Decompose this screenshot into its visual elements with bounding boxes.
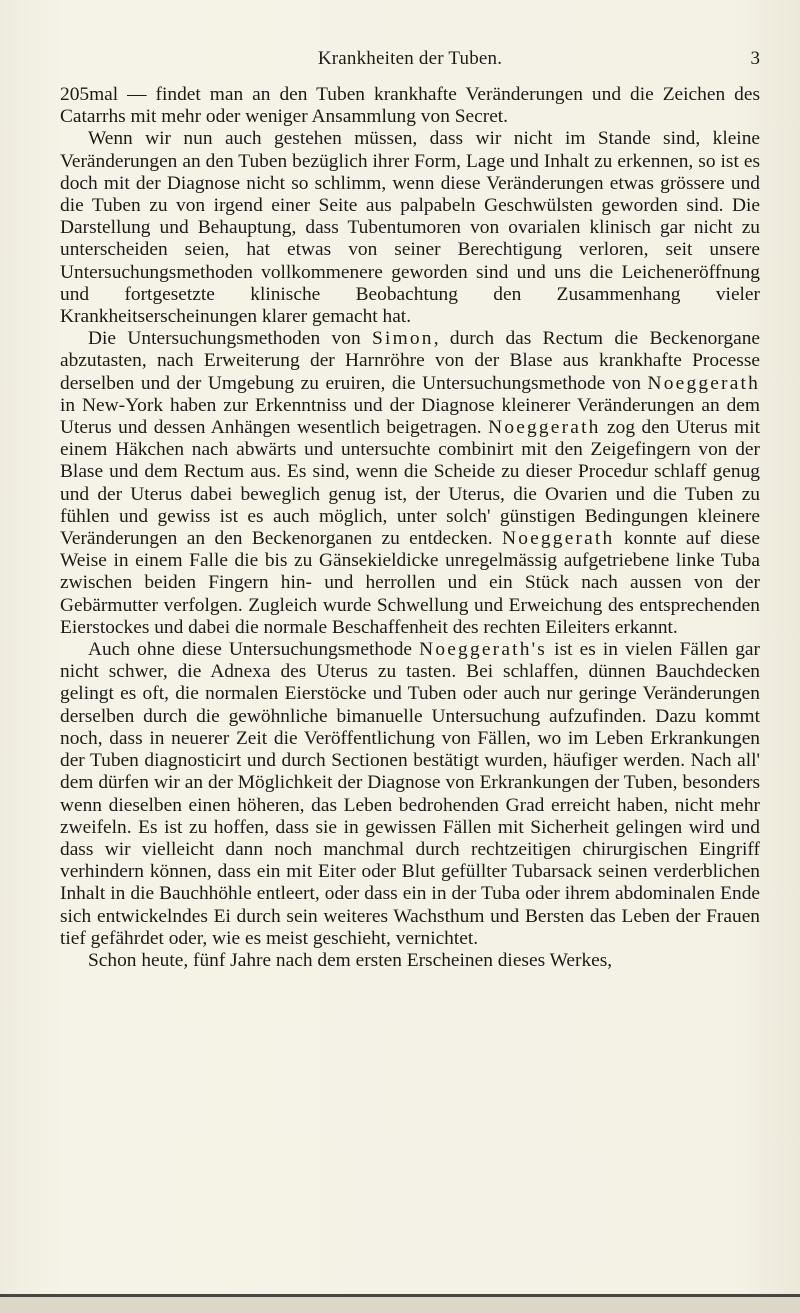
paragraph-1: 205mal — findet man an den Tuben krankhafte Veränderungen und die Zeichen des Catarrhs mit mehr oder weniger Ansammlung von Secret. [60,84,760,128]
author-name-noeggerath: Noeggerath [488,417,601,439]
paragraph-4-text-a: Auch ohne diese Untersuchungsmethode [88,639,420,661]
paragraph-2: Wenn wir nun auch gestehen müssen, dass wir nicht im Stande sind, kleine Veränderungen an den Tuben bezüglich ihrer Form, Lage und Inhalt zu erkennen, so ist es doch mit der Diagnose nicht so schlimm, wenn diese Veränderungen etwas grössere und die Tuben zu von irgend einer Seite aus palpabeln Geschwülsten geworden sind. Die Darstellung und Behauptung, dass Tubentumoren von ovarialen klinisch gar nicht zu unterscheiden seien, hat etwas von seiner Berechtigung verloren, seit unsere Untersuchungsmethoden vollkommenere geworden sind und uns die Leicheneröffnung und fortgesetzte klinische Beobachtung den Zusammenhang vieler Krankheitserscheinungen klarer gemacht hat. [60,128,760,328]
paragraph-3 [60,328,760,639]
running-head [60,48,760,78]
author-name-noeggerath: Noeggerath [502,528,615,550]
paragraph-4-text-b: ist es in vielen Fällen gar nicht schwer, die Adnexa des Uterus zu tasten. Bei schlaffen, dünnen Bauchdecken gelingt es oft, die normalen Eierstöcke und Tuben oder auch nur geringe Veränderungen derselben durch die gewöhnliche bimanuelle Untersuchung aufzufinden. Dazu kommt noch, dass in neuerer Zeit die Veröffentlichung von Fällen, wo im Leben Erkrankungen der Tuben diagnosticirt und durch Sectionen bestätigt wurden, häufiger werden. Nach all' dem dürfen wir an der Möglichkeit der Diagnose von Erkrankungen der Tuben, besonders wenn dieselben einen höheren, das Leben bedrohenden Grad erreicht haben, nicht mehr zweifeln. Es ist zu hoffen, dass sie in gewissen Fällen mit Sicherheit gelingen wird und dass wir vielleicht dann noch manchmal durch rechtzeitigen chirurgischen Eingriff verhindern können, dass ein mit Eiter oder Blut gefüllter Tubarsack seinen verderblichen Inhalt in die Bauchhöhle entleert, oder dass ein in der Tuba oder ihrem abdominalen Ende sich entwickelndes Ei durch sein weiteres Wachsthum und Bersten das Leben der Frauen tief gefährdet oder, wie es meist geschieht, vernichtet. [60,639,760,949]
paragraph-3-text-d: zog den Uterus mit einem Häkchen nach abwärts und untersuchte combinirt mit den Zeigefingern von der Blase und dem Rectum aus. Es sind, wenn die Scheide zu dieser Procedur schlaff genug und der Uterus dabei beweglich genug ist, der Uterus, die Ovarien und die Tuben zu fühlen und gewiss ist es auch möglich, unter solch' günstigen Bedingungen kleinere Veränderungen an den Beckenorganen zu entdecken. [60,417,760,550]
paragraph-3-text-e: konnte auf diese Weise in einem Falle die bis zu Gänsekieldicke unregelmässig aufgetriebene linke Tuba zwischen beiden Fingern hin- und herrollen und ein Stück nach aussen von der Gebärmutter verfolgen. Zugleich wurde Schwellung und Erweichung des entsprechenden Eierstockes und dabei die normale Beschaffenheit des rechten Eileiters erkannt. [60,528,760,638]
author-name-simon: Simon [372,328,434,350]
paragraph-4 [60,639,760,950]
author-name-noeggerath: Noeggerath's [419,639,548,661]
body-text [60,84,760,972]
paragraph-3-text-b: , durch das Rectum die Beckenorgane abzutasten, nach Erweiterung der Harnröhre von der Blase aus krankhafte Processe derselben und der Umgebung zu eruiren, die Untersuchungsmethode von [60,328,760,394]
paragraph-5: Schon heute, fünf Jahre nach dem ersten Erscheinen dieses Werkes, [88,949,613,971]
running-title: Krankheiten der Tuben. [317,48,503,69]
page-bottom-edge [0,1297,800,1313]
paragraph-3-text-c: in New-York haben zur Erkenntniss und der Diagnose kleinerer Veränderungen an dem Uterus und dessen Anhängen wesentlich beigetragen. [60,394,760,439]
paragraph-3-text-a: Die Untersuchungsmethoden von [88,328,373,350]
author-name-noeggerath: Noeggerath [647,372,760,394]
page-number: 3 [750,48,760,69]
